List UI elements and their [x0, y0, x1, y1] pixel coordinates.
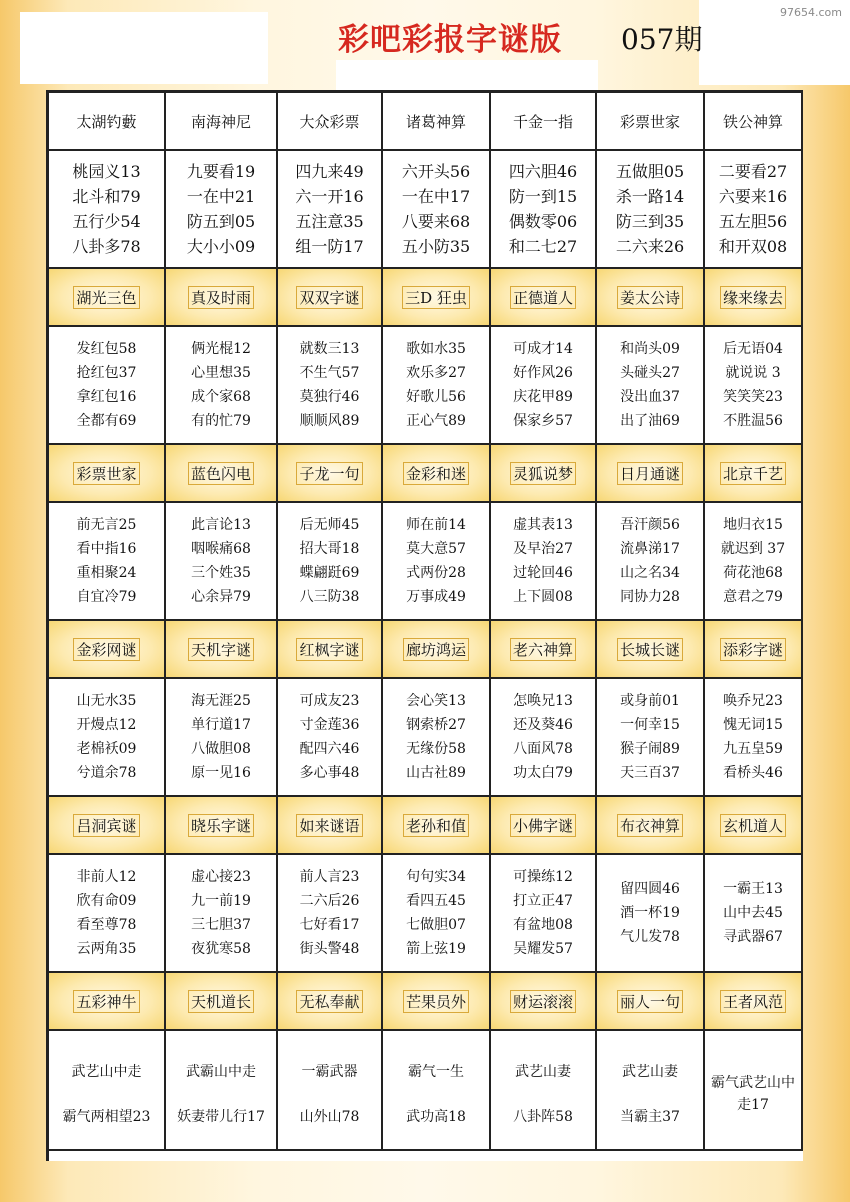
prediction-line: 咽喉痛68 [191, 541, 251, 557]
prediction-cell [166, 1031, 278, 1151]
header-cell [491, 269, 597, 327]
prediction-line: 师在前14 [406, 517, 466, 533]
prediction-line: 全都有69 [76, 413, 137, 429]
prediction-line: 虚其表13 [513, 517, 573, 533]
prediction-cell [49, 151, 166, 269]
prediction-line: 过轮回46 [513, 565, 573, 581]
page-title: 彩吧彩报字谜版 [338, 22, 562, 58]
prediction-cell [705, 327, 803, 445]
prediction-line: 欣有命09 [76, 893, 137, 909]
prediction-cell [597, 1031, 705, 1151]
column-title: 小佛字谜 [510, 814, 576, 837]
prediction-cell [278, 151, 383, 269]
header-cell [383, 797, 491, 855]
header-cell [49, 973, 166, 1031]
prediction-line: 八三防38 [299, 589, 360, 605]
prediction-line: 打立正47 [513, 893, 573, 909]
header-cell [491, 973, 597, 1031]
prediction-line: 武艺山中走 [71, 1063, 142, 1080]
prediction-line: 杀一路14 [615, 187, 685, 206]
column-title: 天机字谜 [188, 638, 254, 661]
prediction-line: 九要看19 [186, 162, 256, 181]
header-cell [597, 797, 705, 855]
prediction-line: 海无涯25 [191, 693, 251, 709]
column-title: 王者风范 [720, 990, 786, 1013]
header-cell [166, 621, 278, 679]
header-cell [49, 269, 166, 327]
prediction-line: 还及葵46 [513, 717, 573, 733]
prediction-line: 霸气两相望23 [62, 1108, 151, 1125]
column-title: 吕洞宾谜 [73, 814, 139, 837]
prediction-line: 钢索桥27 [406, 717, 466, 733]
prediction-cell [278, 855, 383, 973]
prediction-line: 猴子闹89 [620, 741, 680, 757]
prediction-line: 防一到15 [508, 187, 578, 206]
prediction-line: 二六后26 [299, 893, 360, 909]
header-cell [166, 269, 278, 327]
prediction-line: 招大哥18 [299, 541, 360, 557]
prediction-line: 功太白79 [513, 765, 573, 781]
prediction-cell [166, 855, 278, 973]
prediction-line: 山外山78 [299, 1108, 360, 1125]
prediction-line: 四六胆46 [508, 162, 578, 181]
prediction-line: 可成友23 [299, 693, 360, 709]
prediction-line: 就说说 3 [725, 365, 781, 381]
prediction-line: 流鼻涕17 [620, 541, 680, 557]
prediction-line: 八卦多78 [72, 237, 141, 256]
prediction-line: 意君之79 [723, 589, 783, 605]
prediction-line: 天三百37 [620, 765, 680, 781]
column-title: 日月通谜 [617, 462, 683, 485]
prediction-line: 防三到35 [615, 212, 685, 231]
prediction-cell [491, 1031, 597, 1151]
prediction-line: 原一见16 [191, 765, 251, 781]
prediction-line: 三个姓35 [191, 565, 251, 581]
prediction-cell [383, 1031, 491, 1151]
prediction-line: 抢红包37 [76, 365, 137, 381]
column-title: 缘来缘去 [720, 286, 786, 309]
prediction-line: 唤乔兄23 [723, 693, 783, 709]
prediction-line: 会心笑13 [406, 693, 466, 709]
column-title: 子龙一句 [296, 462, 362, 485]
prediction-line: 拿红包16 [76, 389, 137, 405]
prediction-line: 可操练12 [513, 869, 573, 885]
prediction-line: 上下圆08 [513, 589, 573, 605]
prediction-line: 出了油69 [620, 413, 680, 429]
header-cell [705, 93, 803, 151]
column-title: 芒果员外 [403, 990, 469, 1013]
prediction-line: 五小防35 [401, 237, 471, 256]
prediction-line: 庆花甲89 [513, 389, 573, 405]
prediction-line: 自宜冷79 [76, 589, 137, 605]
prediction-line: 不生气57 [299, 365, 360, 381]
header-cell [383, 445, 491, 503]
prediction-line: 没出血37 [620, 389, 680, 405]
prediction-line: 六一开16 [295, 187, 364, 206]
prediction-line: 有的忙79 [191, 413, 251, 429]
prediction-line: 三七胆37 [191, 917, 251, 933]
prediction-line: 头碰头27 [620, 365, 680, 381]
prediction-line: 成个家68 [191, 389, 251, 405]
prediction-line: 多心事48 [299, 765, 360, 781]
header-cell [49, 797, 166, 855]
prediction-line: 荷花池68 [723, 565, 783, 581]
prediction-line: 一在中17 [401, 187, 471, 206]
prediction-line: 夜犹寒58 [191, 941, 251, 957]
header-cell [166, 93, 278, 151]
header-cell [383, 93, 491, 151]
column-title: 千金一指 [512, 112, 573, 131]
prediction-line: 一在中21 [186, 187, 256, 206]
prediction-line: 前人言23 [299, 869, 360, 885]
prediction-line: 可成才14 [513, 341, 573, 357]
prediction-cell [383, 503, 491, 621]
prediction-line: 好作风26 [513, 365, 573, 381]
issue-number: 057期 [621, 23, 703, 56]
prediction-line: 霸气武艺山中走17 [711, 1075, 795, 1113]
prediction-line: 老棉袄09 [76, 741, 137, 757]
prediction-line: 蝶翩跹69 [299, 565, 360, 581]
prediction-line: 武艺山妻 [515, 1063, 571, 1080]
prediction-line: 一霸武器 [301, 1063, 358, 1080]
prediction-line: 九一前19 [191, 893, 251, 909]
prediction-line: 六要来16 [718, 187, 788, 206]
prediction-line: 八卦阵58 [513, 1108, 573, 1125]
column-title: 诸葛神算 [405, 112, 466, 131]
column-title: 廊坊鸿运 [403, 638, 469, 661]
header-cell [597, 621, 705, 679]
prediction-line: 二六来26 [615, 237, 685, 256]
prediction-line: 五左胆56 [718, 212, 788, 231]
prediction-cell [166, 151, 278, 269]
prediction-line: 气儿发78 [620, 929, 680, 945]
prediction-line: 就数三13 [299, 341, 360, 357]
prediction-line: 顺顺风89 [299, 413, 360, 429]
prediction-line: 看四五45 [406, 893, 466, 909]
column-title: 姜太公诗 [617, 286, 683, 309]
prediction-line: 一何幸15 [620, 717, 680, 733]
prediction-cell [705, 151, 803, 269]
prediction-cell [278, 327, 383, 445]
prediction-line: 街头警48 [299, 941, 360, 957]
column-title: 财运滚滚 [510, 990, 576, 1013]
column-title: 天机道长 [188, 990, 254, 1013]
prediction-cell [491, 327, 597, 445]
prediction-line: 五注意35 [295, 212, 364, 231]
header-cell [166, 445, 278, 503]
prediction-line: 开熳点12 [76, 717, 137, 733]
prediction-cell [597, 855, 705, 973]
prediction-line: 六开头56 [401, 162, 471, 181]
prediction-line: 吾汗颜56 [620, 517, 680, 533]
prediction-line: 非前人12 [76, 869, 137, 885]
prediction-cell [383, 679, 491, 797]
prediction-cell [383, 327, 491, 445]
prediction-line: 五做胆05 [615, 162, 685, 181]
column-title: 灵狐说梦 [510, 462, 576, 485]
column-title: 无私奉献 [296, 990, 362, 1013]
prediction-line: 有盆地08 [513, 917, 573, 933]
prediction-cell [597, 503, 705, 621]
prediction-line: 留四圆46 [620, 881, 680, 897]
column-title: 晓乐字谜 [188, 814, 254, 837]
prediction-line: 七做胆07 [406, 917, 466, 933]
prediction-line: 看至尊78 [76, 917, 137, 933]
prediction-line: 愧无词15 [723, 717, 783, 733]
prediction-line: 或身前01 [620, 693, 680, 709]
prediction-line: 霸气一生 [408, 1063, 464, 1080]
prediction-cell [49, 327, 166, 445]
prediction-line: 和开双08 [718, 237, 788, 256]
prediction-line: 山中去45 [723, 905, 783, 921]
column-title: 大众彩票 [299, 112, 360, 131]
header-cell [49, 93, 166, 151]
prediction-line: 发红包58 [76, 341, 137, 357]
watermark: 97654.com [780, 6, 842, 19]
prediction-line: 就迟到 37 [720, 541, 786, 557]
column-title: 正德道人 [510, 286, 576, 309]
prediction-line: 式两份28 [406, 565, 466, 581]
prediction-line: 八面风78 [513, 741, 573, 757]
prediction-line: 寻武器67 [723, 929, 783, 945]
prediction-line: 武霸山中走 [186, 1063, 256, 1080]
prediction-line: 大小小09 [186, 237, 256, 256]
prediction-line: 看桥头46 [723, 765, 783, 781]
header-cell [597, 269, 705, 327]
prediction-cell [49, 855, 166, 973]
prediction-cell [278, 1031, 383, 1151]
prediction-line: 好歌儿56 [406, 389, 466, 405]
prediction-line: 偶数零06 [508, 212, 578, 231]
header-cell [278, 445, 383, 503]
prediction-line: 武艺山妻 [622, 1063, 678, 1080]
prediction-line: 箭上弦19 [406, 941, 466, 957]
column-title: 南海神尼 [190, 112, 251, 131]
prediction-line: 吴耀发57 [513, 941, 573, 957]
prediction-cell [491, 855, 597, 973]
column-title: 金彩网谜 [73, 638, 139, 661]
prediction-line: 九五皇59 [723, 741, 783, 757]
prediction-cell [705, 1031, 803, 1151]
prediction-line: 重相聚24 [76, 565, 137, 581]
prediction-cell [491, 679, 597, 797]
header-cell [597, 93, 705, 151]
header-cell [278, 797, 383, 855]
prediction-line: 八做胆08 [191, 741, 251, 757]
column-title: 太湖钓藪 [76, 112, 137, 131]
prediction-line: 山古社89 [406, 765, 466, 781]
prediction-line: 组一防17 [295, 237, 364, 256]
prediction-line: 防五到05 [186, 212, 256, 231]
prediction-line: 后无师45 [299, 517, 360, 533]
column-title: 彩票世家 [73, 462, 139, 485]
prediction-line: 北斗和79 [72, 187, 141, 206]
prediction-line: 配四六46 [299, 741, 360, 757]
prediction-line: 莫大意57 [406, 541, 466, 557]
prediction-line: 虚心接23 [191, 869, 251, 885]
prediction-line: 笑笑笑23 [723, 389, 783, 405]
prediction-line: 山无水35 [76, 693, 137, 709]
prediction-line: 妖妻带儿行17 [177, 1108, 265, 1125]
prediction-cell [278, 679, 383, 797]
column-title: 彩票世家 [619, 112, 680, 131]
header-cell [597, 445, 705, 503]
prediction-line: 一霸王13 [723, 881, 783, 897]
prediction-cell [597, 679, 705, 797]
prediction-cell [166, 327, 278, 445]
header-cell [705, 973, 803, 1031]
prediction-cell [166, 503, 278, 621]
prediction-line: 及早治27 [513, 541, 573, 557]
prediction-cell [49, 1031, 166, 1151]
prediction-line: 前无言25 [76, 517, 137, 533]
column-title: 添彩字谜 [720, 638, 786, 661]
header-cell [491, 93, 597, 151]
column-title: 真及时雨 [188, 286, 254, 309]
column-title: 红枫字谜 [296, 638, 362, 661]
column-title: 北京千艺 [720, 462, 786, 485]
puzzle-table [46, 90, 803, 1161]
header-cell [705, 797, 803, 855]
prediction-line: 句句实34 [406, 869, 466, 885]
header-cell [49, 445, 166, 503]
prediction-cell [705, 855, 803, 973]
column-title: 湖光三色 [73, 286, 139, 309]
prediction-line: 武功高18 [406, 1108, 466, 1125]
prediction-line: 山之名34 [620, 565, 680, 581]
prediction-line: 七好看17 [299, 917, 360, 933]
prediction-line: 地归衣15 [723, 517, 783, 533]
column-title: 老六神算 [510, 638, 576, 661]
header-cell [166, 797, 278, 855]
column-title: 长城长谜 [617, 638, 683, 661]
prediction-line: 俩光棍12 [191, 341, 251, 357]
prediction-cell [597, 151, 705, 269]
prediction-line: 寸金莲36 [299, 717, 360, 733]
header-cell [383, 621, 491, 679]
header-cell [278, 269, 383, 327]
prediction-line: 五行少54 [72, 212, 141, 231]
header-cell [49, 621, 166, 679]
header-cell [278, 621, 383, 679]
prediction-line: 心里想35 [191, 365, 251, 381]
prediction-line: 单行道17 [191, 717, 251, 733]
prediction-cell [278, 503, 383, 621]
column-title: 五彩神牛 [73, 990, 139, 1013]
header-cell [705, 621, 803, 679]
prediction-line: 正心气89 [406, 413, 466, 429]
prediction-line: 兮道余78 [76, 765, 137, 781]
prediction-line: 万事成49 [406, 589, 466, 605]
header-cell [705, 269, 803, 327]
prediction-cell [597, 327, 705, 445]
prediction-cell [383, 151, 491, 269]
prediction-cell [383, 855, 491, 973]
prediction-line: 同协力28 [620, 589, 680, 605]
prediction-line: 怎唤兄13 [513, 693, 573, 709]
column-title: 蓝色闪电 [188, 462, 254, 485]
header-cell [491, 797, 597, 855]
prediction-cell [705, 679, 803, 797]
column-title: 双双字谜 [296, 286, 362, 309]
prediction-cell [49, 679, 166, 797]
prediction-cell [491, 503, 597, 621]
header-cell [166, 973, 278, 1031]
header-cell [383, 269, 491, 327]
prediction-line: 莫独行46 [299, 389, 360, 405]
prediction-line: 二要看27 [718, 162, 788, 181]
column-title: 如来谜语 [296, 814, 362, 837]
white-mask-center [336, 60, 598, 90]
prediction-cell [49, 503, 166, 621]
prediction-cell [166, 679, 278, 797]
prediction-cell [705, 503, 803, 621]
prediction-line: 不胜温56 [723, 413, 783, 429]
prediction-line: 保家乡57 [513, 413, 573, 429]
column-title: 铁公神算 [722, 112, 783, 131]
prediction-line: 后无语04 [723, 341, 783, 357]
column-title: 布衣神算 [617, 814, 683, 837]
prediction-line: 欢乐多27 [406, 365, 466, 381]
prediction-line: 和尚头09 [620, 341, 680, 357]
prediction-line: 云两角35 [76, 941, 137, 957]
column-title: 丽人一句 [617, 990, 683, 1013]
header-cell [278, 973, 383, 1031]
header-cell [705, 445, 803, 503]
prediction-line: 当霸主37 [620, 1108, 680, 1125]
header-cell [383, 973, 491, 1031]
prediction-line: 四九来49 [295, 162, 364, 181]
prediction-line: 桃园义13 [72, 162, 141, 181]
header-cell [491, 445, 597, 503]
prediction-line: 心余异79 [191, 589, 251, 605]
prediction-line: 无缘份58 [406, 741, 466, 757]
prediction-line: 八要来68 [401, 212, 471, 231]
prediction-line: 歌如水35 [406, 341, 466, 357]
white-mask-left [20, 12, 268, 84]
column-title: 老孙和值 [403, 814, 469, 837]
prediction-line: 看中指16 [76, 541, 137, 557]
header-cell [491, 621, 597, 679]
header-cell [278, 93, 383, 151]
prediction-line: 此言论13 [191, 517, 251, 533]
header-cell [597, 973, 705, 1031]
prediction-cell [491, 151, 597, 269]
column-title: 玄机道人 [720, 814, 786, 837]
prediction-line: 和二七27 [508, 237, 578, 256]
column-title: 金彩和迷 [403, 462, 469, 485]
column-title: 三D 狂虫 [402, 286, 470, 309]
prediction-line: 酒一杯19 [620, 905, 680, 921]
